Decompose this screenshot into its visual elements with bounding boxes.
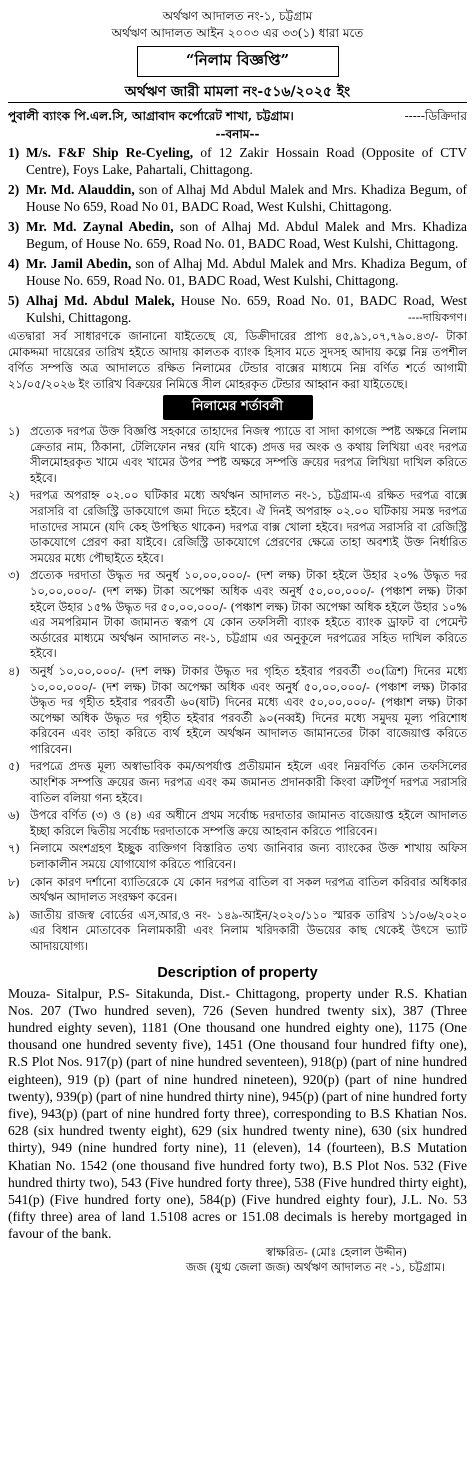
term-text: প্রত্যেক দরপত্র উক্ত বিজ্ঞপ্তি সহকারে তাহাদের নিজস্ব প্যাডে বা সাদা কাগজে স্পষ্ট অক্ষরে নিলাম ক্রেতার নাম, ঠিকানা, টেলিফোন নম্বর (যদি থাকে) প্রদত্ত দর অংক ও কথায় লিখিয়া এবং দরপত্র সীলমোহরকৃত খামে এবং খামের উপর স্পষ্ট অক্ষরে সম্পত্তি ক্রয়ের দরপত্র লিখিয়া দাখিল করিতে হইবে। [30, 425, 467, 485]
defendant-number: 1) [8, 145, 20, 160]
list-item [8, 759, 467, 806]
list-item [8, 664, 467, 758]
defendant-text [26, 144, 467, 178]
defendant-number: 3) [8, 219, 20, 234]
term-number: ৮) [8, 875, 20, 889]
defendant-address: House No. 659, Road No. 01, BADC Road, West Kulshi, Chittagong. [26, 293, 467, 325]
versus-label: --বনাম-- [215, 127, 260, 141]
list-item [8, 488, 467, 566]
term-number: ৫) [8, 760, 20, 774]
list-item [8, 424, 467, 486]
term-text: কোন কারণ দর্শানো ব্যাতিরেকে যে কোন দরপত্র বাতিল বা সকল দরপত্র বাতিল করিবার অধিকার অর্থঋন আদালত সংরক্ষণ করেন। [30, 875, 467, 905]
list-item [8, 144, 467, 178]
list-item [8, 292, 467, 326]
plaintiff-name: পুবালী ব্যাংক পি.এল.সি, আগ্রাবাদ কর্পোরেট শাখা, চট্টগ্রাম। [8, 109, 294, 123]
list-item [8, 875, 467, 906]
list-item [8, 218, 467, 252]
defendant-text [26, 255, 467, 289]
case-underline [8, 102, 467, 103]
list-item [8, 841, 467, 872]
term-text: দরপত্র অপরাহ্ন ০২.০০ ঘটিকার মধ্যে অর্থঋন আদালত নং-১, চট্টগ্রাম-এ রক্ষিত দরপত্র বাক্সে সরাসরি বা রেজিস্ট্রি ডাকযোগে জমা দিতে হইবে। ঐ দিনই অপরাহ্ন ০২.০০ ঘটিকায় সমস্ত দরপত্র দাতাদের সামনে (যদি কেহ উপস্থিত থাকেন) দরপত্র বাক্স খোলা হইবে। দরপত্র সরাসরি বা রেজিস্ট্রি ডাকযোগে প্রেরণ করা যাইবে। রেজিস্ট্রি ডাকযোগে প্রেরণের ক্ষেত্রে তাহা অবশ্যই উক্ত নির্ধারিত সময়ের মধ্যে পৌছাইতে হইবে। [30, 489, 467, 565]
plaintiff-line [8, 107, 467, 125]
case-number: অর্থঋণ জারী মামলা নং-৫১৬/২০২৫ ইং [124, 84, 351, 100]
defendant-address: of 12 Zakir Hossain Road (Opposite of CTV Centre), Foys Lake, Pahartali, Chittagong. [26, 145, 467, 177]
signature-line: স্বাক্ষরিত- (মোঃ হেলাল উদ্দীন) [265, 1244, 407, 1259]
term-text: দরপত্রে প্রদত্ত মূল্য অস্বাভাবিক কম/অপর্যাপ্ত প্রতীয়মান হইলে এবং নিম্নবর্ণিত কোন তফসিলের আংশিক সম্পত্তি ক্রয়ের জন্য দরপত্র এবং কম জমানত প্রদানকারী কিংবা ত্রুটিপূর্ণ দরপত্র সরাসরি বাতিল বলিয়া গন্য হইবে। [30, 760, 467, 805]
plaintiff-tag: -----ডিক্রিদার [404, 109, 467, 123]
notice-paragraph: এতদ্বারা সর্ব সাধারণকে জানানো যাইতেছে যে, ডিক্রীদারের প্রাপ্য ৪৫,৯১,০৭,৭৯০.৪৩/- টাকা মোকদ্দমা দায়েরের তারিখ হইতে আদায় কালতক ব্যাংক হিসাব মতে সুদসহ আদায় কল্পে নিম্ন তপশীল বর্ণিত সম্পত্তি অত্র আদালতে রক্ষিত নিলামের টেন্ডার বাক্সের মাধ্যমে নিম্ন বর্ণিত শর্তে আগামী ২১/০৫/২০২৬ ইং তারিখ বিক্রয়ের নিমিত্তে সীল মোহরকৃত টেন্ডার আহ্বান করা যাইতেছে। [8, 329, 467, 391]
description-title: Description of property [157, 964, 318, 981]
list-item [8, 808, 467, 839]
defendants-list [8, 144, 467, 326]
defendant-name: Alhaj Md. Abdul Malek, [26, 293, 175, 308]
term-number: ৩) [8, 569, 20, 583]
defendant-address: son of Alhaj Md. Abdul Malek and Mrs. Khadiza Begum, of House No. 659, Road No. 01, BADC Road, West Kulshi, Chittagong. [26, 219, 467, 251]
list-item [8, 181, 467, 215]
term-number: ৪) [8, 664, 20, 678]
defendant-text [26, 218, 467, 252]
defendant-name: M/s. F&F Ship Re-Cyeling, [26, 145, 194, 160]
court-name: অর্থঋণ আদালত নং-১, চট্টগ্রাম [162, 9, 313, 23]
defendant-text [26, 292, 467, 326]
term-text: উপরে বর্ণিত (৩) ও (৪) এর অধীনে প্রথম সর্বোচ্চ দরদাতার জামানত বাজেয়াপ্ত হইলে আদালত ইচ্ছা করিলে দ্বিতীয় সর্বোচ্চ দরদাতাকে সম্পত্তি ক্রয়ে আহবান করিতে পারিবেন। [30, 809, 467, 838]
term-text: নিলামে অংশগ্রহণ ইচ্ছুক ব্যক্তিগণ বিস্তারিত তথ্য জানিবার জন্য ব্যাংকের উক্ত শাখায় অফিস চলাকালীন সময়ে যোগাযোগ করিতে পারিবেন। [30, 842, 467, 872]
term-number: ২) [8, 489, 20, 503]
term-number: ৬) [8, 809, 20, 823]
auction-notice-page [8, 8, 467, 1474]
terms-list [8, 424, 467, 955]
list-item [8, 908, 467, 955]
defendant-number: 2) [8, 182, 20, 197]
act-reference: অর্থঋণ আদালত আইন ২০০৩ এর ৩৩(১) ধারা মতে [111, 26, 364, 40]
defendant-address: son of Alhaj Md Abdul Malek and Mrs. Khadiza Begum, of House No 659, Road No 01, BADC Road, West Kulshi, Chittagong. [26, 182, 467, 214]
list-item [8, 568, 467, 662]
defendant-name: Mr. Md. Alauddin, [26, 182, 135, 197]
term-number: ১) [8, 425, 20, 438]
term-number: ৯) [8, 908, 20, 922]
property-description: Mouza- Sitalpur, P.S- Sitakunda, Dist.- Chittagong, property under R.S. Khatian Nos. 207 (Two hundred seven), 726 (Seven hundred twenty six), 387 (Three hundred eighty seven), 1181 (One thousand one hundred eighty one), 1175 (One thousand one hundred seventy five), 1451 (One thousand four hundred fifty one), R.S Plot Nos. 917(p) (part of nine hundred seventeen), 918(p) (part of nine hundred eighteen), 919 (p) (part of nine hundred nineteen), 920(p) (part of nine hundred twenty), 939(p) (part of nine hundred thirty nine), 945(p) (part of nine hundred forty five), 943(p) (part of nine hundred forty three), corresponding to B.S Khatian Nos. 628 (six hundred twenty eight), 629 (six hundred twenty nine), 630 (six hundred thirty), 949 (nine hundred forty nine), 11 (eleven), 14 (fourteen), B.S Mutation Khatian No. 1542 (one thousand five hundred forty two), B.S Plot Nos. 532 (Five hundred thirty two), 543 (Five hundred forty three), 538 (Five hundred thirty eight), 541(p) (Five hundred forty one), 584(p) (Five hundred eighty four), J.L. No. 53 (fifty three) area of land 1.5108 acres or 151.08 decimals is hereby mortgaged in favour of the bank. [8, 985, 467, 1242]
term-text: প্রত্যেক দরদাতা উদ্ধৃত দর অনুর্ধ ১০,০০,০০০/- (দশ লক্ষ) টাকা হইলে উহার ২০% উদ্ধৃত দর ১০,০০,০০০/- (দশ লক্ষ) টাকা অপেক্ষা অধিক এবং অনুর্ধ ৫০,০০,০০০/- (পঞ্চাশ লক্ষ) টাকা হইলে উহার ১৫% উদ্ধৃত দর ৫০,০০,০০০/- (পঞ্চাশ লক্ষ) টাকা অপেক্ষা অধিক হইলে উহার ১০% এর সমপরিমান টাকা জামানত স্বরূপ যে কোন তফসিলী ব্যাংক হইতে ব্যাংক ড্রাফট বা পেমেন্ট অর্ডারের মাধ্যমে অর্থঋন আদালত নং-১, চট্টগ্রাম এর অনুকূলে দরপত্রের সহিত দাখিল করিতে হইবে। [30, 569, 467, 661]
notice-title: “নিলাম বিজ্ঞপ্তি” [137, 46, 339, 77]
term-number: ৭) [8, 842, 20, 856]
defendant-number: 5) [8, 293, 20, 308]
defendant-name: Mr. Md. Zaynal Abedin, [26, 219, 174, 234]
defendant-name: Mr. Jamil Abedin, [26, 256, 132, 271]
defendant-address: son of Alhaj Md. Abdul Malek and Mrs. Khadiza Begum, of House No. 659, Road No. 01, BADC Road, West Kulshi, Chittagong. [26, 256, 467, 288]
defendant-tag: ----দায়িকগণ। [408, 311, 467, 324]
term-text: অনুর্ধ ১০,০০,০০০/- (দশ লক্ষ) টাকার উদ্ধৃত দর গৃহিত হইবার পরবর্তী ৩০(ত্রিশ) দিনের মধ্যে ১০,০০,০০০/- (দশ লক্ষ) টাকা অপেক্ষা অধিক এবং অনুর্ধ ৫০,০০,০০০/- (পঞ্চাশ লক্ষ) টাকার উদ্ধৃত দর গৃহীত হইবার পরবর্তী ৬০(ষাট) দিনের মধ্যে এবং ৫০,০০,০০০/- (পঞ্চাশ লক্ষ) টাকা অপেক্ষা অধিক উদ্ধৃত দর গৃহীত হইবার পরবর্তী ৯০(নব্বই) দিনের মধ্যে সমুদয় মূল্য পরিশোধ করিবেন এবং তাহা করিতে ব্যর্থ হইলে অর্থঋন আদালত জামানতের টাকা বাজেয়াপ্ত করিতে পারিবেন। [30, 664, 467, 756]
defendant-text [26, 181, 467, 215]
term-text: জাতীয় রাজস্ব বোর্ডের এস,আর,ও নং- ১৪৯-আইন/২০২০/১১০ স্মারক তারিখ ১১/০৬/২০২০ এর বিধান মোতাবেক নিলামকারী এবং নিলাম খরিদকারী উভয়ের কাছ থেকেই উৎসে ভ্যাট আদায়যোগ্য। [30, 908, 467, 953]
defendant-number: 4) [8, 256, 20, 271]
list-item [8, 255, 467, 289]
terms-title: নিলামের শর্তাবলী [163, 395, 313, 420]
judge-designation: জজ (যুগ্ম জেলা জজ) অর্থঋণ আদালত নং -১, চট্টগ্রাম। [186, 1259, 445, 1274]
